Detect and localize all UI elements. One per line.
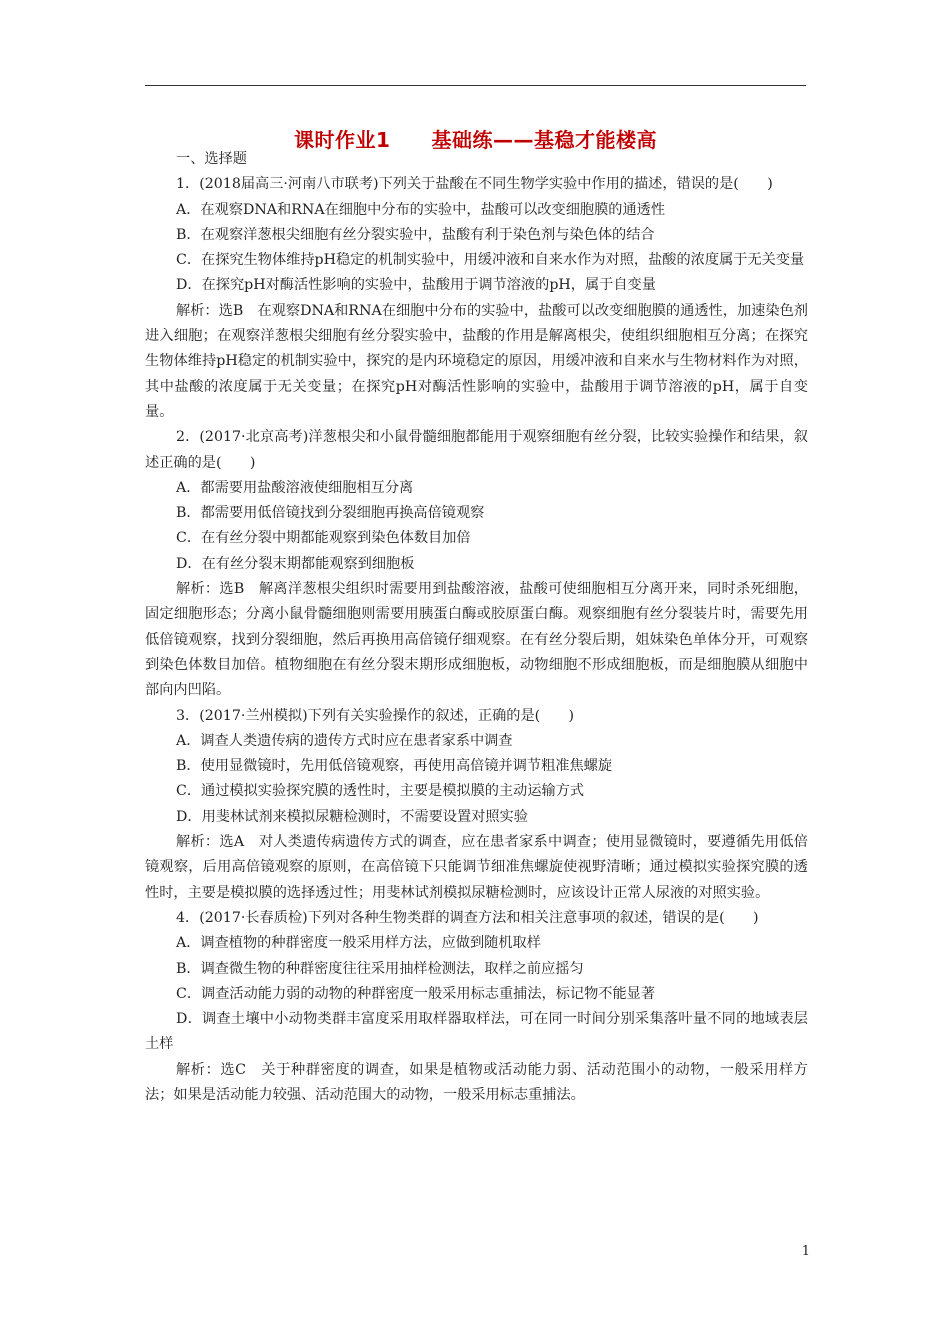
q4-option-a: A．调查植物的种群密度一般采用样方法，应做到随机取样 <box>176 935 541 952</box>
q1-option-b: B．在观察洋葱根尖细胞有丝分裂实验中，盐酸有利于染色剂与染色体的结合 <box>176 226 655 243</box>
q2-option-c: C．在有丝分裂中期都能观察到染色体数目加倍 <box>176 530 471 547</box>
q3-option-a: A．调查人类遗传病的遗传方式时应在患者家系中调查 <box>176 732 513 749</box>
question-2: 2．(2017·北京高考)洋葱根尖和小鼠骨髓细胞都能用于观察细胞有丝分裂，比较实验操作和结果，叙述正确的是( ) <box>145 429 808 471</box>
document-body <box>145 147 808 1108</box>
q3-option-d: D．用斐林试剂来模拟尿糖检测时，不需要设置对照实验 <box>176 808 528 825</box>
question-3: 3．(2017·兰州模拟)下列有关实验操作的叙述，正确的是( ) <box>176 707 575 724</box>
q3-explanation: 解析：选A 对人类遗传病遗传方式的调查，应在患者家系中调查；使用显微镜时，要遵循先用低倍镜观察，后用高倍镜观察的原则，在高倍镜下只能调节细准焦螺旋使视野清晰；通过模拟实验探究膜的透性时，主要是模拟膜的选择透过性；用斐林试剂模拟尿糖检测时，应该设计正常人尿液的对照实验。 <box>145 834 808 901</box>
page-title: 课时作业1 基础练——基稳才能楼高 <box>294 128 657 152</box>
q1-option-c: C．在探究生物体维持pH稳定的机制实验中，用缓冲液和自来水作为对照，盐酸的浓度属于无关变量 <box>176 252 805 269</box>
q3-option-b: B．使用显微镜时，先用低倍镜观察，再使用高倍镜并调节粗准焦螺旋 <box>176 758 613 775</box>
q2-explanation: 解析：选B 解离洋葱根尖组织时需要用到盐酸溶液，盐酸可使细胞相互分离开来，同时杀死细胞，固定细胞形态；分离小鼠骨髓细胞则需要用胰蛋白酶或胶原蛋白酶。观察细胞有丝分裂装片时，需要先用低倍镜观察，找到分裂细胞，然后再换用高倍镜仔细观察。在有丝分裂后期，姐妹染色单体分开，可观察到染色体数目加倍。植物细胞在有丝分裂末期形成细胞板，动物细胞不形成细胞板，而是细胞膜从细胞中部向内凹陷。 <box>145 581 808 699</box>
question-4: 4．(2017·长春质检)下列对各种生物类群的调查方法和相关注意事项的叙述，错误的是( ) <box>176 909 759 926</box>
question-1: 1．(2018届高三·河南八市联考)下列关于盐酸在不同生物学实验中作用的描述，错误的是( ) <box>176 176 773 193</box>
section-heading: 一、选择题 <box>176 151 247 167</box>
q4-option-d: D．调查土壤中小动物类群丰富度采用取样器取样法，可在同一时间分别采集落叶量不同的地域表层土样 <box>145 1011 808 1053</box>
q2-option-d: D．在有丝分裂末期都能观察到细胞板 <box>176 555 415 572</box>
page-number: 1 <box>801 1244 810 1259</box>
q2-option-a: A．都需要用盐酸溶液使细胞相互分离 <box>176 479 414 496</box>
q4-explanation: 解析：选C 关于种群密度的调查，如果是植物或活动能力弱、活动范围小的动物，一般采用样方法；如果是活动能力较强、活动范围大的动物，一般采用标志重捕法。 <box>145 1061 808 1103</box>
q4-option-c: C．调查活动能力弱的动物的种群密度一般采用标志重捕法，标记物不能显著 <box>176 985 656 1002</box>
q4-option-b: B．调查微生物的种群密度往往采用抽样检测法，取样之前应摇匀 <box>176 960 584 977</box>
q1-explanation: 解析：选B 在观察DNA和RNA在细胞中分布的实验中，盐酸可以改变细胞膜的通透性，加速染色剂进入细胞；在观察洋葱根尖细胞有丝分裂实验中，盐酸的作用是解离根尖，使组织细胞相互分离；在探究生物体维持pH稳定的机制实验中，探究的是内环境稳定的原因，用缓冲液和自来水与生物材料作为对照，其中盐酸的浓度属于无关变量；在探究pH对酶活性影响的实验中，盐酸用于调节溶液的pH，属于自变量。 <box>145 302 808 420</box>
q2-option-b: B．都需要用低倍镜找到分裂细胞再换高倍镜观察 <box>176 505 485 522</box>
q1-option-d: D．在探究pH对酶活性影响的实验中，盐酸用于调节溶液的pH，属于自变量 <box>176 277 656 294</box>
header-rule <box>145 85 806 86</box>
q1-option-a: A．在观察DNA和RNA在细胞中分布的实验中，盐酸可以改变细胞膜的通透性 <box>176 201 666 218</box>
q3-option-c: C．通过模拟实验探究膜的透性时，主要是模拟膜的主动运输方式 <box>176 783 585 800</box>
